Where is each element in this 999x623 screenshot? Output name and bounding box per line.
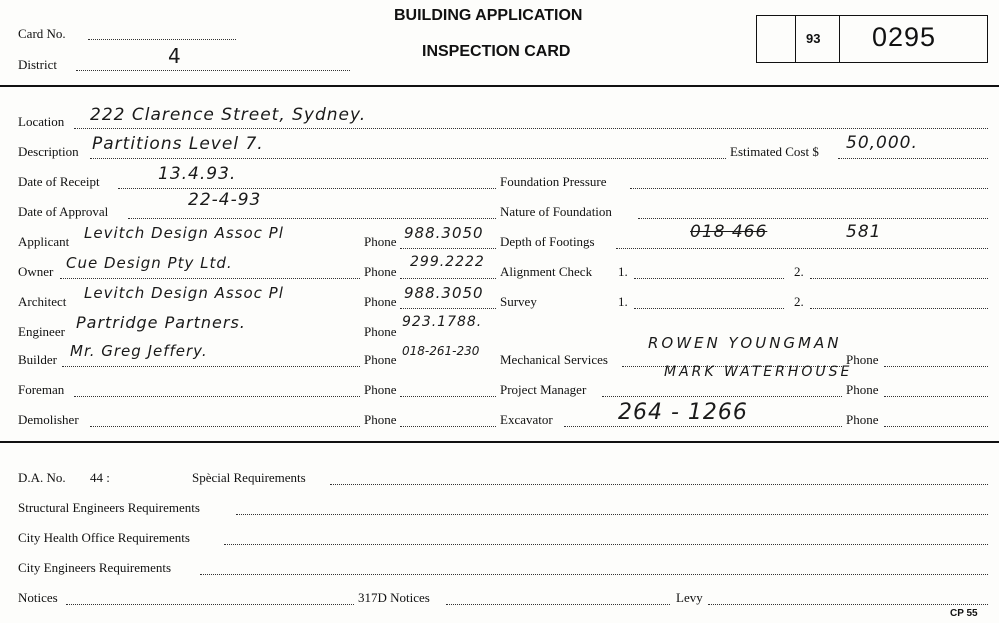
notices-317d-label: 317D Notices	[358, 590, 430, 605]
alignment-check-1: 1.	[618, 264, 628, 279]
health-requirements-label: City Health Office Requirements	[18, 530, 190, 545]
architect-phone-value: 988.3050	[404, 284, 484, 302]
levy-label: Levy	[676, 590, 703, 605]
survey-1-line	[634, 308, 784, 309]
card-number: 0295	[872, 22, 937, 52]
levy-line	[708, 604, 988, 605]
builder-line	[62, 366, 360, 367]
depth-of-footings-struck: 018 466	[690, 222, 768, 242]
applicant-label: Applicant	[18, 234, 70, 249]
survey-2-line	[810, 308, 988, 309]
mechanical-services-phone-line	[884, 366, 988, 367]
location-label: Location	[18, 114, 65, 129]
form-code: CP 55	[950, 608, 978, 619]
nature-of-foundation-label: Nature of Foundation	[500, 204, 612, 219]
mechanical-services-value: ROWEN YOUNGMAN	[648, 334, 842, 352]
alignment-check-1-line	[634, 278, 784, 279]
card-no-label: Card No.	[18, 26, 66, 41]
date-of-receipt-value: 13.4.93.	[158, 164, 237, 184]
project-manager-line	[602, 396, 842, 397]
foreman-line	[74, 396, 360, 397]
owner-line	[60, 278, 360, 279]
foundation-pressure-label: Foundation Pressure	[500, 174, 607, 189]
box-divider-2	[839, 15, 840, 63]
structural-requirements-label: Structural Engineers Requirements	[18, 500, 200, 515]
project-manager-phone-line	[884, 396, 988, 397]
engineers-requirements-line	[200, 574, 988, 575]
excavator-label: Excavator	[500, 412, 553, 427]
applicant-phone-label: Phone	[364, 234, 397, 249]
mechanical-services-phone-label: Phone	[846, 352, 879, 367]
special-requirements-line	[330, 484, 988, 485]
notices-317d-line	[446, 604, 670, 605]
project-manager-label: Project Manager	[500, 382, 587, 397]
estimated-cost-label: Estimated Cost $	[730, 144, 819, 159]
demolisher-line	[90, 426, 360, 427]
district-line	[76, 70, 350, 71]
title-line2: INSPECTION CARD	[422, 43, 571, 60]
estimated-cost-value: 50,000.	[846, 133, 918, 153]
applicant-value: Levitch Design Assoc Pl	[84, 224, 284, 242]
health-requirements-line	[224, 544, 988, 545]
foreman-label: Foreman	[18, 382, 65, 397]
builder-value: Mr. Greg Jeffery.	[70, 342, 208, 360]
alignment-check-2-line	[810, 278, 988, 279]
applicant-phone-line	[400, 248, 496, 249]
builder-phone-value: 018-261-230	[402, 344, 480, 358]
builder-label: Builder	[18, 352, 57, 367]
engineer-value: Partridge Partners.	[76, 313, 246, 332]
depth-of-footings-label: Depth of Footings	[500, 234, 595, 249]
date-of-approval-value: 22-4-93	[188, 190, 262, 210]
survey-1: 1.	[618, 294, 628, 309]
nature-of-foundation-line	[638, 218, 988, 219]
engineers-requirements-label: City Engineers Requirements	[18, 560, 172, 575]
survey-label: Survey	[500, 294, 537, 309]
engineer-label: Engineer	[18, 324, 65, 339]
location-line	[74, 128, 988, 129]
demolisher-phone-line	[400, 426, 496, 427]
excavator-phone-label: Phone	[846, 412, 879, 427]
depth-of-footings-line	[616, 248, 988, 249]
district-value: 4	[168, 44, 182, 68]
excavator-value: 264 - 1266	[618, 400, 748, 425]
foreman-phone-label: Phone	[364, 382, 397, 397]
owner-label: Owner	[18, 264, 54, 279]
district-label: District	[18, 57, 57, 72]
project-manager-phone-label: Phone	[846, 382, 879, 397]
year-code: 93	[806, 31, 821, 46]
header-divider	[0, 85, 999, 87]
engineer-phone-value: 923.1788.	[402, 314, 483, 330]
engineer-phone-label: Phone	[364, 324, 397, 339]
title-line1: BUILDING APPLICATION	[394, 7, 583, 24]
card-no-line	[88, 39, 236, 40]
alignment-check-2: 2.	[794, 264, 804, 279]
demolisher-phone-label: Phone	[364, 412, 397, 427]
location-value: 222 Clarence Street, Sydney.	[90, 105, 367, 125]
da-no-value: 44 :	[90, 470, 110, 485]
architect-value: Levitch Design Assoc Pl	[84, 284, 284, 302]
date-of-approval-label: Date of Approval	[18, 204, 109, 219]
mechanical-services-label: Mechanical Services	[500, 352, 608, 367]
excavator-line	[564, 426, 842, 427]
survey-2: 2.	[794, 294, 804, 309]
builder-phone-label: Phone	[364, 352, 397, 367]
box-divider-1	[795, 15, 796, 63]
foundation-pressure-line	[630, 188, 988, 189]
alignment-check-label: Alignment Check	[500, 264, 593, 279]
structural-requirements-line	[236, 514, 988, 515]
description-label: Description	[18, 144, 79, 159]
owner-phone-value: 299.2222	[410, 254, 485, 270]
foreman-phone-line	[400, 396, 496, 397]
notices-line	[66, 604, 354, 605]
date-of-approval-line	[128, 218, 496, 219]
applicant-phone-value: 988.3050	[404, 224, 484, 242]
estimated-cost-line	[838, 158, 988, 159]
special-requirements-label: Spècial Requirements	[192, 470, 306, 485]
depth-of-footings-value: 581	[846, 222, 882, 242]
date-of-receipt-line	[118, 188, 496, 189]
project-manager-value: MARK WATERHOUSE	[664, 364, 853, 380]
owner-phone-line	[400, 278, 496, 279]
description-line	[90, 158, 726, 159]
notices-label: Notices	[18, 590, 58, 605]
requirements-divider	[0, 441, 999, 443]
owner-phone-label: Phone	[364, 264, 397, 279]
demolisher-label: Demolisher	[18, 412, 79, 427]
da-no-label: D.A. No.	[18, 470, 66, 485]
architect-phone-label: Phone	[364, 294, 397, 309]
owner-value: Cue Design Pty Ltd.	[66, 254, 233, 272]
architect-label: Architect	[18, 294, 67, 309]
date-of-receipt-label: Date of Receipt	[18, 174, 100, 189]
excavator-phone-line	[884, 426, 988, 427]
architect-phone-line	[400, 308, 496, 309]
description-value: Partitions Level 7.	[92, 134, 264, 154]
